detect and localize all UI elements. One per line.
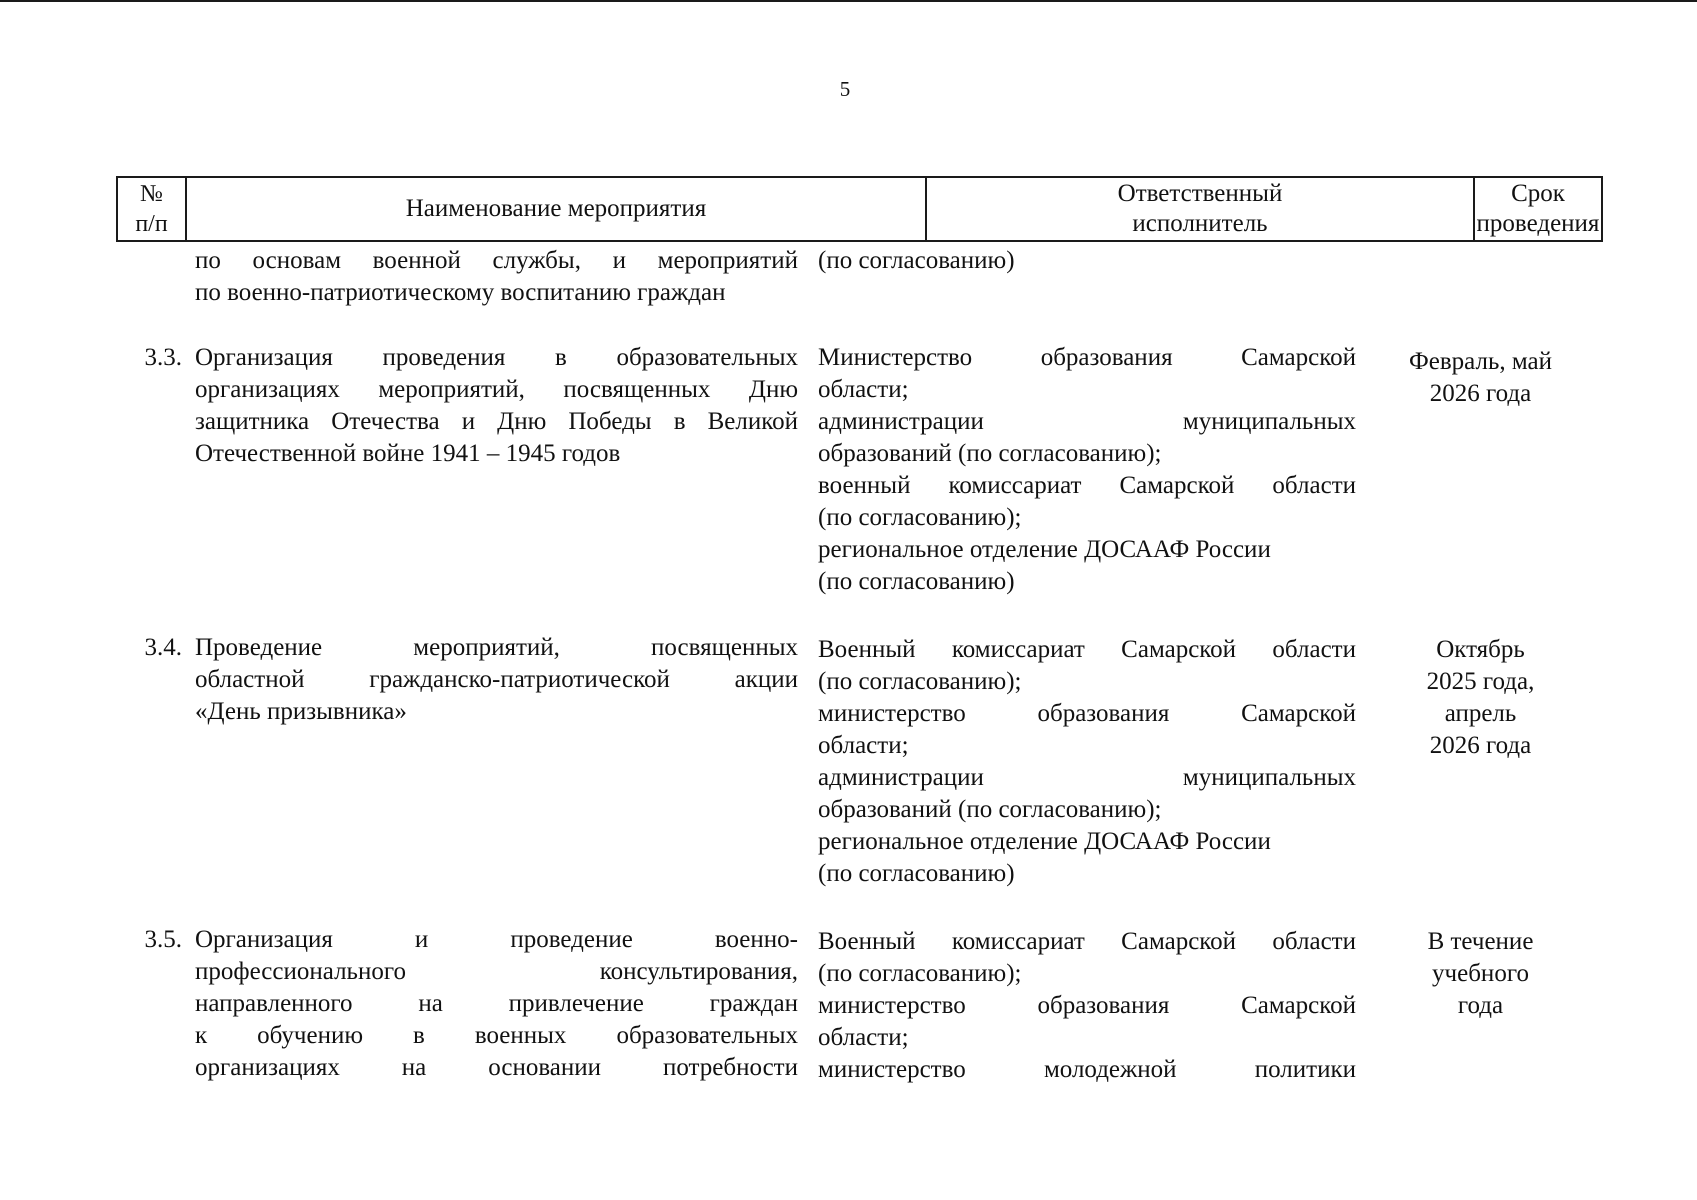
deadline-line: Февраль, май (1409, 348, 1552, 375)
name-line: по основам военной службы, и мероприятий (195, 247, 798, 274)
name-line: организациях на основании потребности (195, 1054, 798, 1081)
name-line: областной гражданско-патриотической акции (195, 666, 798, 693)
continuation-name (195, 245, 798, 309)
table-header (116, 176, 1603, 242)
header-responsible-line: исполнитель (1132, 210, 1268, 237)
responsible-line: (по согласованию) (818, 247, 1015, 274)
responsible-line: министерство образования Самарской (818, 992, 1356, 1019)
row-deadline (1378, 634, 1583, 762)
responsible-line: образований (по согласованию); (818, 796, 1162, 823)
header-num-line: п/п (135, 211, 168, 237)
row-deadline (1378, 926, 1583, 1022)
responsible-line: области; (818, 376, 909, 403)
name-line: направленного на привлечение граждан (195, 990, 798, 1017)
top-rule (0, 0, 1697, 2)
header-num (118, 178, 187, 240)
continuation-responsible (818, 245, 1356, 277)
responsible-line: образований (по согласованию); (818, 440, 1162, 467)
name-line: Отечественной войне 1941 – 1945 годов (195, 440, 621, 467)
row-responsible (818, 634, 1356, 890)
name-line: Организация проведения в образовательных (195, 344, 798, 371)
responsible-line: области; (818, 732, 909, 759)
header-deadline-line: Срок (1511, 180, 1565, 207)
responsible-line: администрации муниципальных (818, 764, 1356, 791)
responsible-line: военный комиссариат Самарской области (818, 472, 1356, 499)
responsible-line: министерство молодежной политики (818, 1056, 1356, 1083)
name-line: Проведение мероприятий, посвященных (195, 634, 798, 661)
responsible-line: области; (818, 1024, 909, 1051)
page-number: 5 (839, 77, 851, 101)
header-deadline-line: проведения (1476, 210, 1600, 237)
header-responsible-line: Ответственный (1117, 180, 1283, 207)
row-number: 3.4. (144, 634, 182, 661)
header-name: Наименование мероприятия (187, 178, 927, 240)
row-number: 3.3. (144, 344, 182, 371)
row-number: 3.5. (144, 926, 182, 953)
name-line: по военно-патриотическому воспитанию граждан (195, 279, 726, 306)
responsible-line: Военный комиссариат Самарской области (818, 636, 1356, 663)
row-responsible (818, 926, 1356, 1086)
name-line: организациях мероприятий, посвященных Дню (195, 376, 798, 403)
name-line: Организация и проведение военно- (195, 926, 798, 953)
deadline-line: Октябрь (1436, 636, 1525, 663)
row-deadline (1378, 346, 1583, 410)
header-num-line: № (140, 181, 163, 207)
row-responsible (818, 342, 1356, 598)
name-line: «День призывника» (195, 698, 407, 725)
header-responsible (927, 178, 1475, 240)
deadline-line: 2025 года, (1426, 668, 1535, 695)
header-deadline (1475, 178, 1601, 240)
row-name (195, 924, 798, 1084)
responsible-line: (по согласованию); (818, 960, 1022, 987)
name-line: защитника Отечества и Дню Победы в Великой (195, 408, 798, 435)
responsible-line: региональное отделение ДОСААФ России (818, 828, 1271, 855)
deadline-line: учебного (1432, 960, 1529, 987)
responsible-line: Министерство образования Самарской (818, 344, 1356, 371)
deadline-line: 2026 года (1429, 380, 1532, 407)
responsible-line: (по согласованию); (818, 504, 1022, 531)
responsible-line: (по согласованию); (818, 668, 1022, 695)
responsible-line: (по согласованию) (818, 860, 1015, 887)
deadline-line: В течение (1427, 928, 1534, 955)
row-name (195, 342, 798, 470)
responsible-line: Военный комиссариат Самарской области (818, 928, 1356, 955)
responsible-line: (по согласованию) (818, 568, 1015, 595)
row-name (195, 632, 798, 728)
deadline-line: 2026 года (1429, 732, 1532, 759)
responsible-line: министерство образования Самарской (818, 700, 1356, 727)
responsible-line: администрации муниципальных (818, 408, 1356, 435)
name-line: к обучению в военных образовательных (195, 1022, 798, 1049)
deadline-line: апрель (1444, 700, 1517, 727)
responsible-line: региональное отделение ДОСААФ России (818, 536, 1271, 563)
deadline-line: года (1457, 992, 1504, 1019)
name-line: профессионального консультирования, (195, 958, 798, 985)
